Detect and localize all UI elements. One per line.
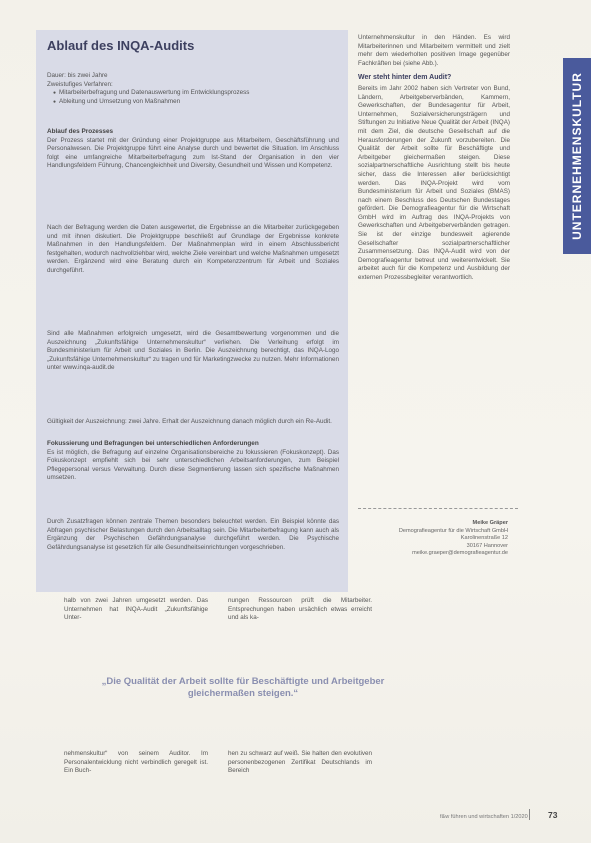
footer-separator bbox=[529, 809, 530, 820]
paragraph: Es ist möglich, die Befragung auf einzelne Organisationsbereiche zu fokussieren (Fokuskonzept). Das Fokuskonzept empfiehlt sich bei sehr unterschiedlichen Arbeitsanforderungen, zum Beispiel Pflegepersonal versus Verwaltung. Durch diese Segmentierung lassen sich spezifische Maßnahmen umsetzen. bbox=[47, 448, 339, 482]
paragraph: Durch Zusatzfragen können zentrale Themen besonders beleuchtet werden. Ein Beispiel könnte das Abfragen psychischer Belastungen durch den Arbeitsalltag sein. Die Mitarbeiterbefragung kann auch als Ergänzung der Psychischen Gefährdungsanalyse durchgeführt werden. Die Psychische Gefährdungsanalyse ist gesetzlich für alle Gesundheitseinrichtungen vorgeschrieben. bbox=[47, 518, 339, 551]
paragraph: hen zu schwarz auf weiß. Sie halten den evolutiven personenbezogenen Zertifikat Deutschlands im Bereich bbox=[228, 750, 372, 775]
section-heading: Wer steht hinter dem Audit? bbox=[358, 74, 452, 82]
paragraph: nehmenskultur“ von seinem Auditor. Im Personalentwicklung nicht verbindlich geregelt ist. Ein Buch- bbox=[64, 750, 208, 775]
section-tab bbox=[563, 58, 591, 254]
paragraph: Gültigkeit der Auszeichnung: zwei Jahre. Erhalt der Auszeichnung danach möglich durch ein Re-Audit. bbox=[47, 418, 332, 425]
section-heading: Fokussierung und Befragungen bei unterschiedlichen Anforderungen bbox=[47, 440, 259, 447]
author-email: meike.graeper@demografieagentur.de bbox=[412, 550, 508, 557]
info-box bbox=[36, 30, 348, 592]
bullet-list bbox=[47, 89, 337, 106]
box-paragraph-4 bbox=[47, 418, 339, 427]
author-line: Demografieagentur für die Wirtschaft GmbH bbox=[398, 527, 508, 534]
section-heading: Ablauf des Prozesses bbox=[47, 128, 114, 135]
paragraph: Der Prozess startet mit der Gründung einer Projektgruppe aus Mitarbeitern, Geschäftsführung und Personalwesen. Die Projektgruppe führt eine Analyse durch und bewertet die Situation. Im Anschluss folgt eine umfangreiche Mitarbeiterbefragung zum Ist-Stand der Organisation in den vier Handlungsfeldern Führung, Chancengleichheit und Diversity, Gesundheit und Wissen und Kompetenz. bbox=[47, 136, 339, 170]
intro-line: Dauer: bis zwei Jahre bbox=[47, 72, 108, 79]
box-paragraph-3 bbox=[47, 330, 339, 373]
pull-quote: „Die Qualität der Arbeit sollte für Beschäftigte und Arbeitgeber gleichermaßen steigen.“ bbox=[101, 676, 385, 699]
paragraph: halb von zwei Jahren umgesetzt werden. Das Unternehmen hat INQA-Audit „Zukunftsfähige Unter- bbox=[64, 597, 208, 622]
bullet-item: ● Ableitung und Umsetzung von Maßnahmen bbox=[53, 98, 337, 107]
box-paragraph-6 bbox=[47, 518, 339, 552]
bullet-item: ● Mitarbeiterbefragung und Datenauswertung im Entwicklungsprozess bbox=[53, 89, 337, 98]
bottom-column-1-bottom bbox=[64, 750, 208, 776]
divider bbox=[358, 508, 518, 509]
paragraph: nungen Ressourcen prüft die Mitarbeiter. Entsprechungen haben ursächlich etwas erreicht und als ka- bbox=[228, 597, 372, 622]
box-section-focus bbox=[47, 440, 339, 483]
bottom-column-1-top bbox=[64, 597, 208, 623]
footer-journal: f&w führen und wirtschaften 1/2020 bbox=[440, 814, 528, 820]
bottom-column-2-bottom bbox=[228, 750, 372, 776]
right-column bbox=[358, 34, 510, 283]
paragraph: Sind alle Maßnahmen erfolgreich umgesetzt, wird die Gesamtbewertung vorgenommen und die Auszeichnung „Zukunftsfähige Unternehmenskultur“ verliehen. Die Verleihung erfolgt im Bundesministerium für Arbeit und Soziales in Berlin. Die Auszeichnung berechtigt, das INQA-Logo „Zukunftsfähige Unternehmenskultur“ zu tragen und für Marketingzwecke zu nutzen. Mehr Informationen unter www.inqa-audit.de bbox=[47, 330, 339, 372]
section-tab-label: UNTERNEHMENSKULTUR bbox=[570, 72, 584, 240]
author-name: Meike Gräper bbox=[472, 520, 508, 526]
paragraph: Unternehmenskultur in den Händen. Es wird Mitarbeiterinnen und Mitarbeitern vermittelt und zielt mehr dem wiederholten positiven Image gegenüber Fachkräften bei (siehe Abb.). bbox=[358, 34, 510, 67]
intro-line: Zweistufiges Verfahren: bbox=[47, 80, 113, 88]
bottom-column-2-top bbox=[228, 597, 372, 623]
author-line: 30167 Hannover bbox=[466, 542, 508, 549]
box-intro bbox=[47, 72, 337, 106]
paragraph: Nach der Befragung werden die Daten ausgewertet, die Ergebnisse an die Mitarbeiter zurückgegeben und mit ihnen diskutiert. Die Projektgruppe beschließt auf Grundlage der Ergebnisse konkrete Maßnahmen in den Handlungsfeldern. Der Maßnahmenplan wird in einem Abschlussbericht festgehalten, wodurch nachvollziehbar wird, welche Ziele vereinbart und welche Maßnahmen umgesetzt werden. Ergänzend wird eine Beratung durch ein Kompetenzzentrum für Arbeit und Soziales durchgeführt. bbox=[47, 224, 339, 274]
author-line: Karolinenstraße 12 bbox=[460, 535, 508, 542]
box-title: Ablauf des INQA-Audits bbox=[47, 38, 195, 53]
box-section-process bbox=[47, 128, 339, 171]
author-block bbox=[360, 520, 508, 558]
page-number: 73 bbox=[548, 810, 558, 820]
paragraph: Bereits im Jahr 2002 haben sich Vertreter von Bund, Ländern, Arbeitgeberverbänden, Kammern, Gewerkschaften, der Bundesagentur für Arbeit, Unternehmen, Sozialversicherungsträgern und Stiftungen zu Initiative Neue Qualität der Arbeit (INQA) mit dem Ziel, die deutsche Gesellschaft auf die Herausforderungen der Zukunft vorzubereiten. Die Qualität der Arbeit sollte für Beschäftigte und Arbeitgeber gleichermaßen steigen. Diese sozialpartnerschaftliche Ausrichtung stellt bis heute sicher, dass die Interessen aller berücksichtigt werden. Das INQA-Projekt wird vom Bundesministerium für Arbeit und Soziales (BMAS) nach einem Beschluss des Deutschen Bundestages gefördert. Die Demografieagentur für die Wirtschaft GmbH wird im Auftrag des INQA-Projekts von Gewerkschaften und Arbeitgeberverbänden getragen. Sie ist der einzige bundesweit agierende Gesellschafter sozialpartnerschaftlicher Zusammensetzung. Das INQA-Audit wird von der Demografieagentur betreut und weiterentwickelt. Sie arbeitet auch für die Kompetenz und Ausbildung der externen Prozessbegleiter verantwortlich. bbox=[358, 84, 510, 282]
box-paragraph-2 bbox=[47, 224, 339, 275]
